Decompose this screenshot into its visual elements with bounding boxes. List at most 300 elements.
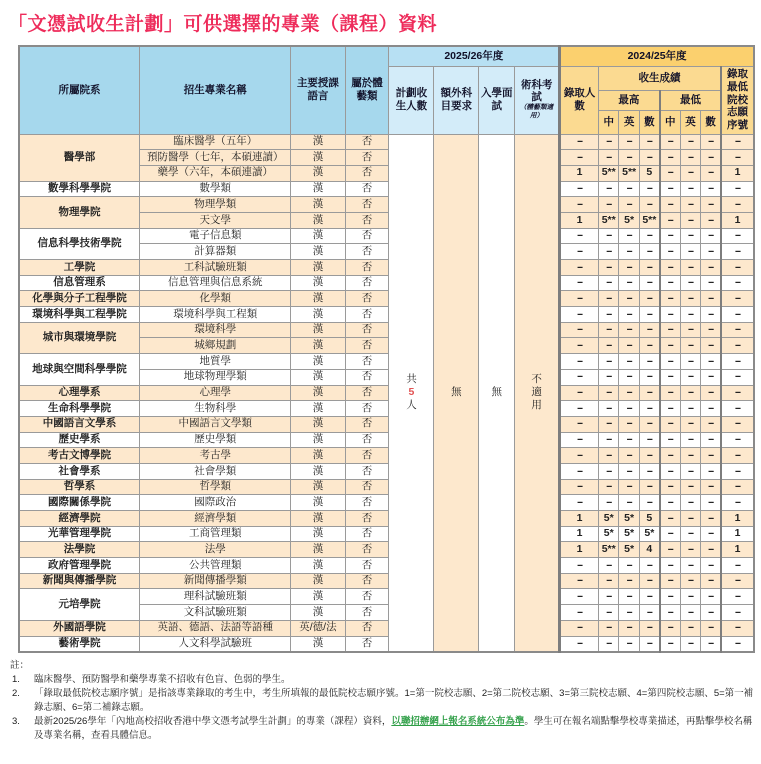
dept-cell: 外國語學院 bbox=[19, 620, 140, 636]
sports-arts-cell: 否 bbox=[345, 165, 389, 181]
lowest-choice-cell: -- bbox=[721, 291, 754, 307]
lowest-choice-cell: -- bbox=[721, 338, 754, 354]
dept-cell: 歷史學系 bbox=[19, 432, 140, 448]
highest-math-cell: -- bbox=[639, 197, 659, 213]
table-row bbox=[19, 573, 754, 589]
highest-chi-cell: 5* bbox=[598, 511, 618, 527]
dept-cell: 元培學院 bbox=[19, 589, 140, 620]
col-header-highest-chi: 中 bbox=[598, 110, 618, 134]
highest-chi-cell: -- bbox=[598, 620, 618, 636]
admitted-count-cell: -- bbox=[560, 385, 599, 401]
notes-label: 註： bbox=[10, 659, 30, 671]
table-row bbox=[19, 322, 754, 338]
highest-chi-cell: -- bbox=[598, 636, 618, 652]
lowest-chi-cell: -- bbox=[660, 495, 680, 511]
note-number: 2. bbox=[12, 688, 20, 700]
sports-arts-cell: 否 bbox=[345, 322, 389, 338]
lowest-math-cell: -- bbox=[701, 197, 721, 213]
col-header-highest-eng: 英 bbox=[619, 110, 639, 134]
sports-arts-cell: 否 bbox=[345, 573, 389, 589]
highest-math-cell: -- bbox=[639, 463, 659, 479]
dept-cell: 信息科學技術學院 bbox=[19, 228, 140, 259]
major-cell: 考古學 bbox=[140, 448, 291, 464]
highest-math-cell: 5** bbox=[639, 212, 659, 228]
highest-chi-cell: 5** bbox=[598, 165, 618, 181]
note-item-1 bbox=[10, 673, 757, 687]
major-cell: 藥學（六年，本碩連讀） bbox=[140, 165, 291, 181]
lowest-chi-cell: -- bbox=[660, 463, 680, 479]
major-cell: 電子信息類 bbox=[140, 228, 291, 244]
lowest-chi-cell: -- bbox=[660, 526, 680, 542]
lowest-eng-cell: -- bbox=[680, 542, 700, 558]
note-text: 「錄取最低院校志願序號」是指該專業錄取的考生中，考生所填報的最低院校志願序號。1=第一院校志願、2=第二院校志願、3=第三院校志願、4=第四院校志願、5=第一補錄志願、6=第二補錄志願。 bbox=[34, 688, 754, 713]
col-header-lowest-eng: 英 bbox=[680, 110, 700, 134]
major-cell: 環境科學 bbox=[140, 322, 291, 338]
table-row bbox=[19, 636, 754, 652]
lowest-chi-cell: -- bbox=[660, 479, 680, 495]
interview-merged-cell: 無 bbox=[479, 134, 515, 652]
major-cell: 工商管理類 bbox=[140, 526, 291, 542]
lowest-eng-cell: -- bbox=[680, 307, 700, 323]
major-cell: 信息管理與信息系統 bbox=[140, 275, 291, 291]
table-row bbox=[19, 542, 754, 558]
lowest-math-cell: -- bbox=[701, 338, 721, 354]
sports-arts-cell: 否 bbox=[345, 150, 389, 166]
note-text-pre: 最新2025/26學年「內地高校招收香港中學文憑考試學生計劃」的專業（課程）資料， bbox=[34, 715, 392, 727]
language-cell: 漢 bbox=[291, 150, 345, 166]
lowest-eng-cell: -- bbox=[680, 448, 700, 464]
dept-cell: 數學科學學院 bbox=[19, 181, 140, 197]
highest-eng-cell: -- bbox=[619, 291, 639, 307]
highest-math-cell: -- bbox=[639, 401, 659, 417]
highest-eng-cell: -- bbox=[619, 150, 639, 166]
sports-arts-cell: 否 bbox=[345, 526, 389, 542]
language-cell: 漢 bbox=[291, 416, 345, 432]
col-header-interview: 入學面試 bbox=[479, 66, 515, 134]
admitted-count-cell: -- bbox=[560, 134, 599, 150]
lowest-math-cell: -- bbox=[701, 369, 721, 385]
admitted-count-cell: -- bbox=[560, 463, 599, 479]
highest-math-cell: 5* bbox=[639, 526, 659, 542]
lowest-math-cell: -- bbox=[701, 432, 721, 448]
highest-chi-cell: -- bbox=[598, 181, 618, 197]
language-cell: 漢 bbox=[291, 181, 345, 197]
lowest-eng-cell: -- bbox=[680, 291, 700, 307]
col-header-highest-math: 數 bbox=[639, 110, 659, 134]
sports-arts-cell: 否 bbox=[345, 197, 389, 213]
highest-eng-cell: -- bbox=[619, 620, 639, 636]
admitted-count-cell: -- bbox=[560, 605, 599, 621]
note-text-post: 。學生可在報名端點擊學校專業描述，再點擊學校名稱及專業名稱，查看具體信息。 bbox=[34, 715, 753, 741]
sports-arts-cell: 否 bbox=[345, 291, 389, 307]
lowest-chi-cell: -- bbox=[660, 401, 680, 417]
lowest-chi-cell: -- bbox=[660, 134, 680, 150]
highest-chi-cell: -- bbox=[598, 197, 618, 213]
dept-cell: 藝術學院 bbox=[19, 636, 140, 652]
table-row bbox=[19, 134, 754, 150]
lowest-math-cell: -- bbox=[701, 495, 721, 511]
dept-cell: 社會學系 bbox=[19, 463, 140, 479]
admitted-count-cell: -- bbox=[560, 636, 599, 652]
lowest-chi-cell: -- bbox=[660, 573, 680, 589]
highest-eng-cell: -- bbox=[619, 322, 639, 338]
language-cell: 漢 bbox=[291, 369, 345, 385]
lowest-choice-cell: 1 bbox=[721, 542, 754, 558]
major-cell: 文科試驗班類 bbox=[140, 605, 291, 621]
lowest-math-cell: -- bbox=[701, 620, 721, 636]
admitted-count-cell: 1 bbox=[560, 165, 599, 181]
major-cell: 工科試驗班類 bbox=[140, 260, 291, 276]
highest-chi-cell: -- bbox=[598, 401, 618, 417]
joint-admission-system-link[interactable]: 以聯招辦網上報名系統公布為準 bbox=[391, 715, 525, 727]
highest-chi-cell: -- bbox=[598, 275, 618, 291]
highest-math-cell: -- bbox=[639, 385, 659, 401]
table-row bbox=[19, 620, 754, 636]
col-header-lowest: 最低 bbox=[660, 90, 721, 110]
major-cell: 國際政治 bbox=[140, 495, 291, 511]
major-cell: 公共管理類 bbox=[140, 558, 291, 574]
highest-chi-cell: -- bbox=[598, 369, 618, 385]
sports-arts-cell: 否 bbox=[345, 495, 389, 511]
dept-cell: 醫學部 bbox=[19, 134, 140, 181]
lowest-choice-cell: -- bbox=[721, 416, 754, 432]
sports-arts-cell: 否 bbox=[345, 275, 389, 291]
col-header-lowest-choice: 錄取最低院校志願序號 bbox=[721, 66, 754, 134]
note-item-3 bbox=[10, 715, 757, 743]
lowest-eng-cell: -- bbox=[680, 401, 700, 417]
highest-math-cell: -- bbox=[639, 134, 659, 150]
highest-eng-cell: -- bbox=[619, 479, 639, 495]
highest-chi-cell: 5* bbox=[598, 526, 618, 542]
lowest-chi-cell: -- bbox=[660, 197, 680, 213]
lowest-eng-cell: -- bbox=[680, 165, 700, 181]
table-row bbox=[19, 448, 754, 464]
note-text: 臨床醫學、預防醫學和藥學專業不招收有色盲、色弱的學生。 bbox=[34, 674, 291, 686]
lowest-math-cell: -- bbox=[701, 275, 721, 291]
highest-math-cell: -- bbox=[639, 150, 659, 166]
lowest-chi-cell: -- bbox=[660, 181, 680, 197]
lowest-choice-cell: -- bbox=[721, 495, 754, 511]
language-cell: 漢 bbox=[291, 401, 345, 417]
highest-eng-cell: -- bbox=[619, 385, 639, 401]
language-cell: 漢 bbox=[291, 542, 345, 558]
highest-math-cell: -- bbox=[639, 558, 659, 574]
sports-arts-cell: 否 bbox=[345, 432, 389, 448]
highest-eng-cell: -- bbox=[619, 605, 639, 621]
major-cell: 歷史學類 bbox=[140, 432, 291, 448]
highest-chi-cell: -- bbox=[598, 416, 618, 432]
major-cell: 理科試驗班類 bbox=[140, 589, 291, 605]
dept-cell: 新聞與傳播學院 bbox=[19, 573, 140, 589]
highest-eng-cell: 5* bbox=[619, 212, 639, 228]
lowest-choice-cell: -- bbox=[721, 605, 754, 621]
table-row bbox=[19, 197, 754, 213]
lowest-eng-cell: -- bbox=[680, 197, 700, 213]
col-header-sports-arts: 屬於體藝類 bbox=[345, 46, 389, 134]
sports-arts-cell: 否 bbox=[345, 605, 389, 621]
highest-eng-cell: 5* bbox=[619, 526, 639, 542]
lowest-eng-cell: -- bbox=[680, 150, 700, 166]
highest-chi-cell: -- bbox=[598, 291, 618, 307]
highest-eng-cell: -- bbox=[619, 589, 639, 605]
highest-chi-cell: -- bbox=[598, 150, 618, 166]
highest-eng-cell: -- bbox=[619, 228, 639, 244]
lowest-chi-cell: -- bbox=[660, 212, 680, 228]
col-header-major: 招生專業名稱 bbox=[140, 46, 291, 134]
lowest-choice-cell: 1 bbox=[721, 212, 754, 228]
sports-arts-cell: 否 bbox=[345, 416, 389, 432]
major-cell: 生物科學 bbox=[140, 401, 291, 417]
highest-chi-cell: -- bbox=[598, 495, 618, 511]
admitted-count-cell: -- bbox=[560, 479, 599, 495]
sports-arts-cell: 否 bbox=[345, 401, 389, 417]
lowest-choice-cell: -- bbox=[721, 636, 754, 652]
lowest-eng-cell: -- bbox=[680, 181, 700, 197]
sports-arts-cell: 否 bbox=[345, 385, 389, 401]
highest-eng-cell: -- bbox=[619, 134, 639, 150]
dept-cell: 環境科學與工程學院 bbox=[19, 307, 140, 323]
lowest-eng-cell: -- bbox=[680, 605, 700, 621]
lowest-math-cell: -- bbox=[701, 401, 721, 417]
table-row bbox=[19, 526, 754, 542]
admitted-count-cell: 1 bbox=[560, 511, 599, 527]
note-number: 1. bbox=[12, 674, 20, 686]
lowest-math-cell: -- bbox=[701, 228, 721, 244]
planned-intake-merged-cell: 共 5 人 bbox=[389, 134, 434, 652]
lowest-chi-cell: -- bbox=[660, 260, 680, 276]
language-cell: 漢 bbox=[291, 212, 345, 228]
lowest-chi-cell: -- bbox=[660, 150, 680, 166]
admitted-count-cell: -- bbox=[560, 307, 599, 323]
highest-math-cell: -- bbox=[639, 479, 659, 495]
lowest-choice-cell: -- bbox=[721, 589, 754, 605]
highest-math-cell: -- bbox=[639, 260, 659, 276]
highest-chi-cell: -- bbox=[598, 260, 618, 276]
major-cell: 計算器類 bbox=[140, 244, 291, 260]
table-row bbox=[19, 291, 754, 307]
lowest-math-cell: -- bbox=[701, 573, 721, 589]
lowest-chi-cell: -- bbox=[660, 620, 680, 636]
language-cell: 漢 bbox=[291, 354, 345, 370]
language-cell: 漢 bbox=[291, 526, 345, 542]
highest-math-cell: 4 bbox=[639, 542, 659, 558]
lowest-math-cell: -- bbox=[701, 511, 721, 527]
admitted-count-cell: -- bbox=[560, 228, 599, 244]
lowest-eng-cell: -- bbox=[680, 354, 700, 370]
highest-eng-cell: -- bbox=[619, 416, 639, 432]
lowest-eng-cell: -- bbox=[680, 636, 700, 652]
highest-math-cell: -- bbox=[639, 307, 659, 323]
highest-chi-cell: -- bbox=[598, 448, 618, 464]
language-cell: 漢 bbox=[291, 511, 345, 527]
highest-eng-cell: -- bbox=[619, 307, 639, 323]
lowest-eng-cell: -- bbox=[680, 589, 700, 605]
major-cell: 經濟學類 bbox=[140, 511, 291, 527]
language-cell: 漢 bbox=[291, 589, 345, 605]
sports-arts-cell: 否 bbox=[345, 212, 389, 228]
year-banner-2024-25: 2024/25年度 bbox=[560, 46, 754, 66]
table-row bbox=[19, 479, 754, 495]
lowest-chi-cell: -- bbox=[660, 338, 680, 354]
highest-eng-cell: -- bbox=[619, 636, 639, 652]
lowest-math-cell: -- bbox=[701, 558, 721, 574]
lowest-chi-cell: -- bbox=[660, 416, 680, 432]
language-cell: 漢 bbox=[291, 260, 345, 276]
lowest-choice-cell: -- bbox=[721, 322, 754, 338]
lowest-chi-cell: -- bbox=[660, 511, 680, 527]
extra-subject-merged-cell: 無 bbox=[434, 134, 479, 652]
col-header-scores: 收生成績 bbox=[598, 66, 721, 90]
lowest-chi-cell: -- bbox=[660, 354, 680, 370]
lowest-eng-cell: -- bbox=[680, 495, 700, 511]
lowest-choice-cell: -- bbox=[721, 401, 754, 417]
sports-arts-cell: 否 bbox=[345, 338, 389, 354]
note-text bbox=[34, 715, 757, 743]
language-cell: 漢 bbox=[291, 558, 345, 574]
dept-cell: 心理學系 bbox=[19, 385, 140, 401]
admitted-count-cell: -- bbox=[560, 620, 599, 636]
highest-chi-cell: -- bbox=[598, 558, 618, 574]
lowest-choice-cell: -- bbox=[721, 573, 754, 589]
lowest-eng-cell: -- bbox=[680, 416, 700, 432]
lowest-chi-cell: -- bbox=[660, 307, 680, 323]
major-cell: 英語、德語、法語等語種 bbox=[140, 620, 291, 636]
dept-cell: 哲學系 bbox=[19, 479, 140, 495]
major-cell: 預防醫學（七年，本碩連讀） bbox=[140, 150, 291, 166]
major-cell: 化學類 bbox=[140, 291, 291, 307]
major-cell: 中國語言文學類 bbox=[140, 416, 291, 432]
highest-eng-cell: -- bbox=[619, 573, 639, 589]
language-cell: 漢 bbox=[291, 322, 345, 338]
table-row bbox=[19, 558, 754, 574]
highest-eng-cell: -- bbox=[619, 495, 639, 511]
lowest-math-cell: -- bbox=[701, 605, 721, 621]
sports-arts-cell: 否 bbox=[345, 542, 389, 558]
language-cell: 漢 bbox=[291, 197, 345, 213]
table-row bbox=[19, 354, 754, 370]
highest-chi-cell: -- bbox=[598, 479, 618, 495]
major-cell: 社會學類 bbox=[140, 463, 291, 479]
table-row bbox=[19, 463, 754, 479]
highest-chi-cell: -- bbox=[598, 338, 618, 354]
lowest-chi-cell: -- bbox=[660, 589, 680, 605]
table-row bbox=[19, 589, 754, 605]
lowest-math-cell: -- bbox=[701, 307, 721, 323]
dept-cell: 中國語言文學系 bbox=[19, 416, 140, 432]
highest-math-cell: -- bbox=[639, 620, 659, 636]
practical-exam-merged-cell: 不 適 用 bbox=[515, 134, 560, 652]
lowest-eng-cell: -- bbox=[680, 134, 700, 150]
highest-math-cell: -- bbox=[639, 416, 659, 432]
highest-math-cell: -- bbox=[639, 322, 659, 338]
sports-arts-cell: 否 bbox=[345, 636, 389, 652]
lowest-eng-cell: -- bbox=[680, 244, 700, 260]
highest-chi-cell: -- bbox=[598, 432, 618, 448]
table-row bbox=[19, 495, 754, 511]
highest-eng-cell: 5* bbox=[619, 542, 639, 558]
lowest-math-cell: -- bbox=[701, 181, 721, 197]
admitted-count-cell: -- bbox=[560, 354, 599, 370]
major-cell: 環境科學與工程類 bbox=[140, 307, 291, 323]
highest-chi-cell: -- bbox=[598, 589, 618, 605]
col-header-language: 主要授課語言 bbox=[291, 46, 345, 134]
language-cell: 英/德/法 bbox=[291, 620, 345, 636]
lowest-math-cell: -- bbox=[701, 212, 721, 228]
highest-eng-cell: -- bbox=[619, 432, 639, 448]
lowest-eng-cell: -- bbox=[680, 463, 700, 479]
language-cell: 漢 bbox=[291, 479, 345, 495]
dept-cell: 國際關係學院 bbox=[19, 495, 140, 511]
sports-arts-cell: 否 bbox=[345, 134, 389, 150]
highest-math-cell: -- bbox=[639, 636, 659, 652]
lowest-eng-cell: -- bbox=[680, 260, 700, 276]
highest-math-cell: 5 bbox=[639, 165, 659, 181]
lowest-choice-cell: -- bbox=[721, 369, 754, 385]
lowest-eng-cell: -- bbox=[680, 620, 700, 636]
lowest-eng-cell: -- bbox=[680, 385, 700, 401]
table-row bbox=[19, 416, 754, 432]
lowest-choice-cell: -- bbox=[721, 244, 754, 260]
highest-math-cell: -- bbox=[639, 573, 659, 589]
lowest-choice-cell: -- bbox=[721, 463, 754, 479]
lowest-chi-cell: -- bbox=[660, 636, 680, 652]
dept-cell: 法學院 bbox=[19, 542, 140, 558]
sports-arts-cell: 否 bbox=[345, 511, 389, 527]
lowest-choice-cell: -- bbox=[721, 197, 754, 213]
highest-eng-cell: -- bbox=[619, 244, 639, 260]
sports-arts-cell: 否 bbox=[345, 181, 389, 197]
lowest-chi-cell: -- bbox=[660, 322, 680, 338]
admitted-count-cell: -- bbox=[560, 495, 599, 511]
lowest-choice-cell: -- bbox=[721, 260, 754, 276]
lowest-eng-cell: -- bbox=[680, 573, 700, 589]
major-cell: 城鄉規劃 bbox=[140, 338, 291, 354]
highest-math-cell: -- bbox=[639, 354, 659, 370]
sports-arts-cell: 否 bbox=[345, 558, 389, 574]
admissions-table bbox=[18, 45, 755, 653]
col-header-dept: 所屬院系 bbox=[19, 46, 140, 134]
highest-eng-cell: 5** bbox=[619, 165, 639, 181]
lowest-eng-cell: -- bbox=[680, 369, 700, 385]
lowest-math-cell: -- bbox=[701, 416, 721, 432]
dept-cell: 政府管理學院 bbox=[19, 558, 140, 574]
highest-eng-cell: -- bbox=[619, 463, 639, 479]
lowest-choice-cell: -- bbox=[721, 134, 754, 150]
lowest-eng-cell: -- bbox=[680, 432, 700, 448]
major-cell: 天文學 bbox=[140, 212, 291, 228]
note-number: 3. bbox=[12, 715, 20, 727]
highest-chi-cell: -- bbox=[598, 228, 618, 244]
highest-eng-cell: -- bbox=[619, 448, 639, 464]
lowest-math-cell: -- bbox=[701, 244, 721, 260]
highest-chi-cell: -- bbox=[598, 385, 618, 401]
practical-exam-note: （體藝類適用） bbox=[520, 104, 554, 120]
table-row bbox=[19, 401, 754, 417]
highest-eng-cell: -- bbox=[619, 197, 639, 213]
dept-cell: 光華管理學院 bbox=[19, 526, 140, 542]
lowest-math-cell: -- bbox=[701, 291, 721, 307]
language-cell: 漢 bbox=[291, 605, 345, 621]
sports-arts-cell: 否 bbox=[345, 463, 389, 479]
lowest-eng-cell: -- bbox=[680, 526, 700, 542]
admitted-count-cell: -- bbox=[560, 338, 599, 354]
language-cell: 漢 bbox=[291, 463, 345, 479]
admitted-count-cell: -- bbox=[560, 181, 599, 197]
lowest-chi-cell: -- bbox=[660, 605, 680, 621]
lowest-chi-cell: -- bbox=[660, 275, 680, 291]
language-cell: 漢 bbox=[291, 244, 345, 260]
lowest-choice-cell: -- bbox=[721, 385, 754, 401]
